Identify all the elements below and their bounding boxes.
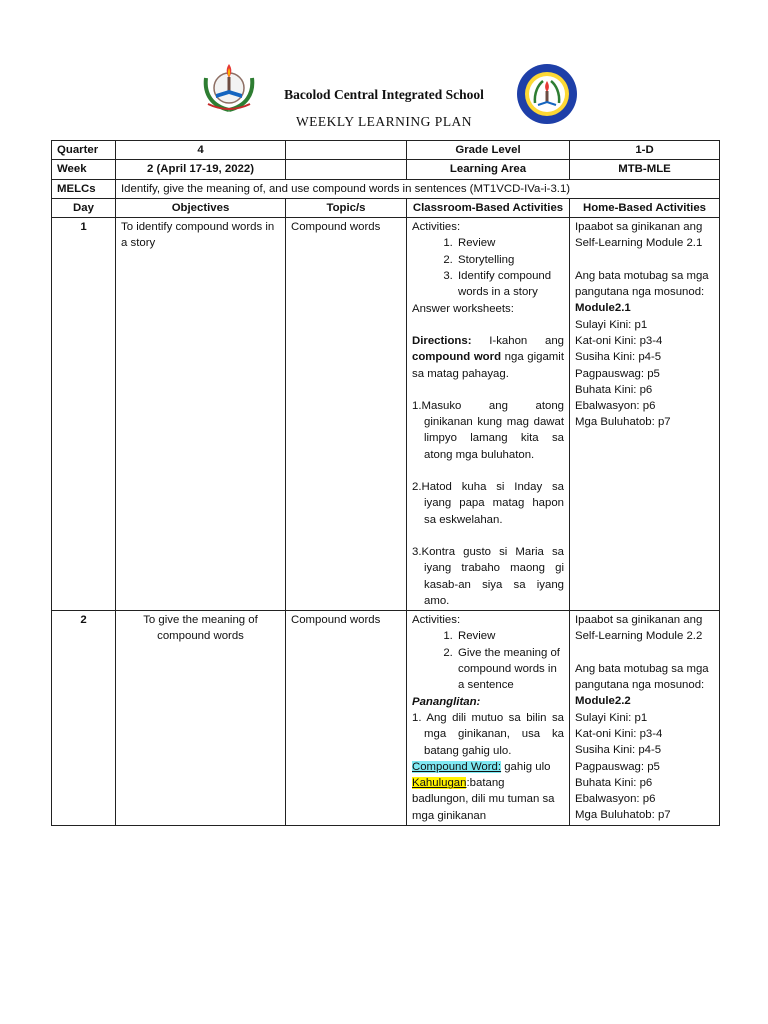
classroom-activities-cell (407, 611, 570, 826)
day-2-row (52, 611, 720, 826)
column-header-row (52, 198, 720, 217)
classroom-activities-cell (407, 218, 570, 611)
list-item: 1. Review (456, 235, 564, 251)
learning-area-label: Learning Area (407, 160, 570, 179)
list-item: Mga Buluhatob: p7 (575, 416, 671, 429)
home-activities-cell (570, 218, 720, 611)
example-sentence: 1. Ang dili mutuo sa bilin sa mga ginikanan, usa ka batang gahig ulo. (412, 711, 564, 757)
list-item: Kat-oni Kini: p3-4 (575, 334, 663, 347)
topic-cell: Compound words (286, 611, 407, 826)
empty-cell (286, 160, 407, 179)
home-task: Ang bata motubag sa mga pangutana nga mosunod: Module2.2 (575, 662, 709, 708)
directions: Directions: I-kahon ang compound word nga gigamit sa matag pahayag. (412, 334, 564, 380)
grade-level-value: 1-D (570, 141, 720, 160)
weekly-learning-plan-table (51, 140, 720, 826)
list-item: 2. Give the meaning of compound words in a sentence (456, 645, 564, 694)
compound-word-label: Compound Word: (412, 760, 502, 773)
list-item: Pagpauswag: p5 (575, 760, 660, 773)
quarter-label: Quarter (52, 141, 116, 160)
meaning-line: Kahulugan:batang badlungon, dili mu tuman sa mga ginikanan (412, 777, 555, 822)
melcs-label: MELCs (52, 179, 116, 198)
objectives-header: Objectives (116, 198, 286, 217)
objective-cell: To identify compound words in a story (116, 218, 286, 611)
list-item: 1. Review (456, 628, 564, 644)
home-activities-header: Home-Based Activities (570, 198, 720, 217)
activities-list (412, 235, 564, 300)
quarter-row (52, 141, 720, 160)
activities-label: Activities: (412, 221, 461, 234)
day-number: 2 (52, 611, 116, 826)
list-item: Ebalwasyon: p6 (575, 793, 656, 806)
melcs-value: Identify, give the meaning of, and use compound words in sentences (MT1VCD-IVa-i-3.1) (116, 179, 720, 198)
home-intro: Ipaabot sa ginikanan ang Self-Learning Module 2.2 (575, 614, 703, 643)
home-task: Ang bata motubag sa mga pangutana nga mosunod: Module2.1 (575, 269, 709, 315)
day-header: Day (52, 198, 116, 217)
list-item: Buhata Kini: p6 (575, 383, 653, 396)
exercise-list (412, 398, 564, 609)
compound-word-line: Compound Word: gahig ulo (412, 760, 551, 773)
list-item: Sulayi Kini: p1 (575, 318, 648, 331)
document-header (0, 0, 768, 138)
week-row (52, 160, 720, 179)
list-item: Sulayi Kini: p1 (575, 711, 648, 724)
meaning-label: Kahulugan (412, 777, 467, 790)
objective-cell: To give the meaning of compound words (116, 611, 286, 826)
plan-title: WEEKLY LEARNING PLAN (295, 114, 473, 129)
list-item: 3. Identify compound words in a story (456, 268, 564, 301)
list-item: Ebalwasyon: p6 (575, 400, 656, 413)
melcs-row (52, 179, 720, 198)
activities-label: Activities: (412, 614, 461, 627)
list-item: Susiha Kini: p4-5 (575, 744, 662, 757)
list-item: 1.Masuko ang atong ginikanan kung mag dawat limpyo lamang kita sa atong mga buluhaton. (412, 399, 564, 461)
topic-cell: Compound words (286, 218, 407, 611)
empty-cell (286, 141, 407, 160)
activities-list (412, 628, 564, 693)
deped-seal-icon (198, 56, 260, 116)
learning-area-value: MTB-MLE (570, 160, 720, 179)
grade-level-label: Grade Level (407, 141, 570, 160)
day-1-row (52, 218, 720, 611)
list-item: Pagpauswag: p5 (575, 367, 660, 380)
list-item: Buhata Kini: p6 (575, 776, 653, 789)
quarter-value: 4 (116, 141, 286, 160)
list-item: Susiha Kini: p4-5 (575, 351, 662, 364)
list-item: 2.Hatod kuha si Inday sa iyang papa matag hapon sa eskwelahan. (412, 481, 564, 526)
classroom-activities-header: Classroom-Based Activities (407, 198, 570, 217)
topics-header: Topic/s (286, 198, 407, 217)
week-label: Week (52, 160, 116, 179)
day-number: 1 (52, 218, 116, 611)
worksheets-label: Answer worksheets: (412, 302, 514, 315)
example-label: Pananglitan: (412, 695, 481, 708)
home-activities-cell (570, 611, 720, 826)
school-name: Bacolod Central Integrated School (284, 87, 484, 102)
list-item: Kat-oni Kini: p3-4 (575, 727, 663, 740)
list-item: 3.Kontra gusto si Maria sa iyang trabaho maong gi kasab-an siya sa iyang amo. (412, 545, 564, 607)
week-value: 2 (April 17-19, 2022) (116, 160, 286, 179)
list-item: 2. Storytelling (456, 252, 564, 268)
list-item: Mga Buluhatob: p7 (575, 809, 671, 822)
home-intro: Ipaabot sa ginikanan ang Self-Learning Module 2.1 (575, 221, 703, 250)
